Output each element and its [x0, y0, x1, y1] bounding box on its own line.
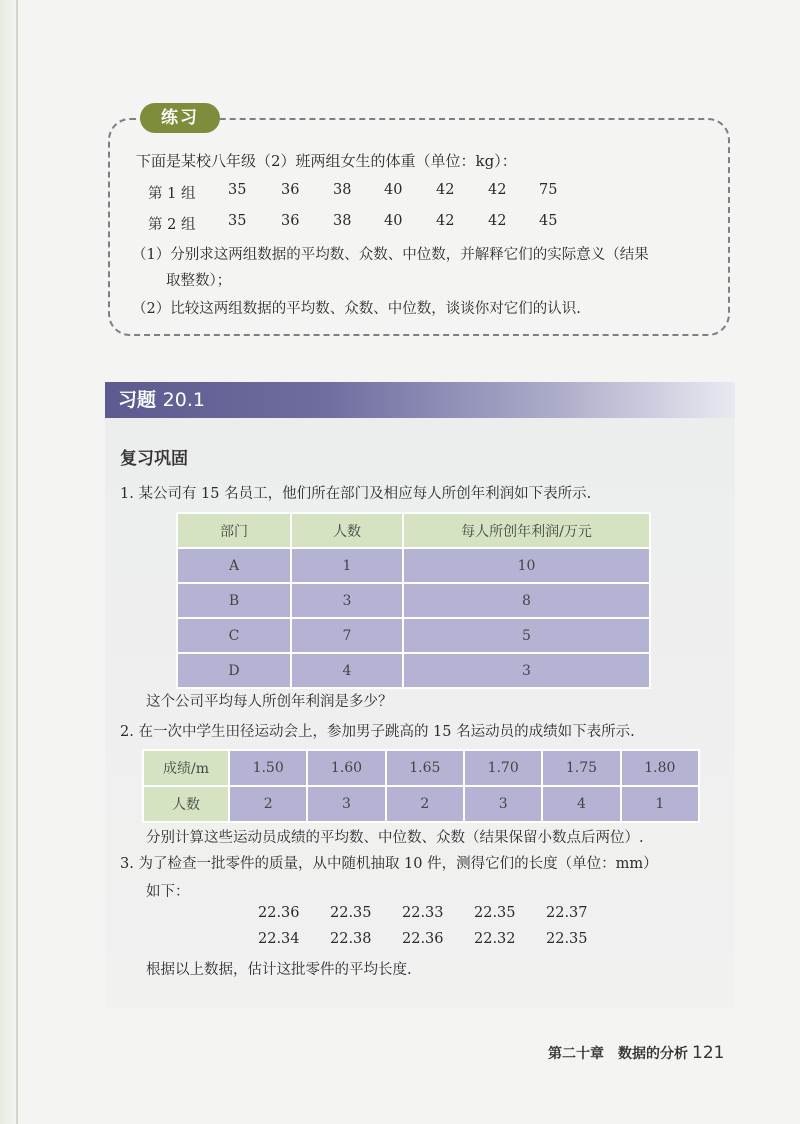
- value: 42: [488, 213, 507, 229]
- row-label: 人数: [143, 786, 229, 822]
- measurement: 22.35: [474, 905, 516, 921]
- value: 35: [228, 213, 247, 229]
- row-label: 成绩/m: [143, 750, 229, 786]
- table-row: [177, 653, 650, 688]
- cell: A: [177, 548, 291, 583]
- high-jump-table: [142, 749, 700, 823]
- table-row: [177, 583, 650, 618]
- practice-question-1-cont: 取整数）；: [166, 273, 232, 289]
- cell: 4: [291, 653, 403, 688]
- header-cell: 每人所创年利润/万元: [403, 513, 650, 548]
- exercise-3-text-cont: 如下：: [146, 884, 190, 900]
- value: 45: [539, 213, 558, 229]
- value: 75: [539, 182, 558, 198]
- table-header-row: [177, 513, 650, 548]
- chapter-title: 第二十章 数据的分析: [548, 1046, 688, 1062]
- cell: 3: [464, 786, 542, 822]
- cell: 3: [403, 653, 650, 688]
- page-number: 121: [692, 1043, 725, 1063]
- measurement: 22.35: [546, 931, 588, 947]
- value: 42: [488, 182, 507, 198]
- exercise-2-question: 分别计算这些运动员成绩的平均数、中位数、众数（结果保留小数点后两位）.: [146, 830, 644, 846]
- measurement: 22.33: [402, 905, 444, 921]
- cell: 7: [291, 618, 403, 653]
- cell: 1.50: [229, 750, 307, 786]
- cell: 2: [229, 786, 307, 822]
- table-row: [143, 750, 699, 786]
- section-title: [118, 382, 205, 418]
- cell: 1.65: [386, 750, 464, 786]
- cell: 3: [291, 583, 403, 618]
- table-row: [177, 618, 650, 653]
- value: 36: [281, 182, 300, 198]
- profit-table: [176, 512, 651, 689]
- value: 40: [384, 182, 403, 198]
- cell: 10: [403, 548, 650, 583]
- subheading: 复习巩固: [120, 449, 188, 469]
- page-footer: [548, 1043, 724, 1063]
- practice-question-1: （1）分别求这两组数据的平均数、众数、中位数，并解释它们的实际意义（结果: [132, 247, 649, 263]
- cell: 4: [542, 786, 620, 822]
- section-title-number: 20.1: [162, 389, 205, 411]
- cell: 1.70: [464, 750, 542, 786]
- cell: 1.75: [542, 750, 620, 786]
- exercise-3-question: 根据以上数据，估计这批零件的平均长度.: [146, 962, 412, 978]
- group-1-row: [148, 182, 558, 203]
- cell: C: [177, 618, 291, 653]
- group-label: 第 2 组: [148, 217, 196, 233]
- measurement: 22.36: [402, 931, 444, 947]
- measurement: 22.32: [474, 931, 516, 947]
- cell: 1: [291, 548, 403, 583]
- measurement: 22.37: [546, 905, 588, 921]
- value: 38: [333, 213, 352, 229]
- value: 40: [384, 213, 403, 229]
- value: 38: [333, 182, 352, 198]
- cell: D: [177, 653, 291, 688]
- measurement: 22.35: [330, 905, 372, 921]
- cell: 1.60: [307, 750, 385, 786]
- measurement: 22.34: [258, 931, 300, 947]
- exercise-3-text: 3. 为了检查一批零件的质量，从中随机抽取 10 件，测得它们的长度（单位：mm）: [120, 856, 658, 872]
- practice-tag: 练习: [140, 103, 220, 133]
- practice-question-2: （2）比较这两组数据的平均数、众数、中位数，谈谈你对它们的认识.: [132, 301, 581, 317]
- cell: 2: [386, 786, 464, 822]
- section-title-prefix: 习题: [118, 389, 157, 411]
- measurement-row-1: [258, 905, 618, 921]
- practice-intro: 下面是某校八年级（2）班两组女生的体重（单位：kg）：: [136, 152, 517, 170]
- book-spine: [0, 0, 14, 1124]
- table-row: [143, 786, 699, 822]
- exercise-2-text: 2. 在一次中学生田径运动会上，参加男子跳高的 15 名运动员的成绩如下表所示.: [120, 724, 635, 740]
- header-cell: 部门: [177, 513, 291, 548]
- measurement-row-2: [258, 931, 618, 947]
- value: 35: [228, 182, 247, 198]
- exercise-1-text: 1. 某公司有 15 名员工，他们所在部门及相应每人所创年利润如下表所示.: [120, 486, 592, 502]
- cell: 3: [307, 786, 385, 822]
- cell: B: [177, 583, 291, 618]
- measurement: 22.36: [258, 905, 300, 921]
- group-2-row: [148, 213, 558, 234]
- measurement: 22.38: [330, 931, 372, 947]
- value: 42: [436, 213, 455, 229]
- cell: 1: [621, 786, 699, 822]
- table-row: [177, 548, 650, 583]
- cell: 5: [403, 618, 650, 653]
- value: 42: [436, 182, 455, 198]
- header-cell: 人数: [291, 513, 403, 548]
- cell: 1.80: [621, 750, 699, 786]
- exercise-1-question: 这个公司平均每人所创年利润是多少？: [146, 694, 393, 710]
- spine-line: [16, 0, 18, 1124]
- value: 36: [281, 213, 300, 229]
- group-label: 第 1 组: [148, 186, 196, 202]
- cell: 8: [403, 583, 650, 618]
